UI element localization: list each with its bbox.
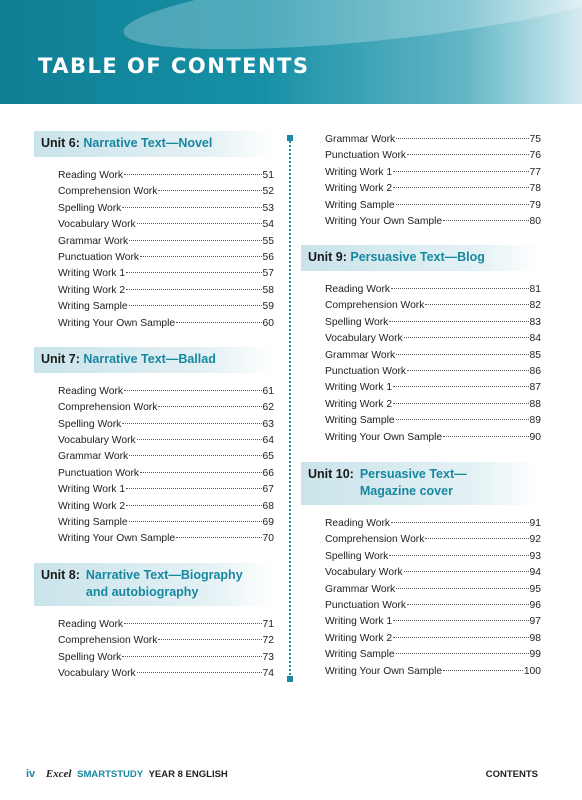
entry-page: 57 <box>262 268 274 280</box>
section-label: CONTENTS <box>485 769 538 780</box>
entry-name: Writing Work 2 <box>325 183 393 195</box>
entry-page: 98 <box>529 632 541 644</box>
entry-name: Writing Sample <box>325 649 395 661</box>
toc-entry[interactable] <box>58 635 274 651</box>
dot-leader <box>404 571 529 572</box>
entry-name: Spelling Work <box>58 418 122 430</box>
entry-page: 71 <box>262 618 274 630</box>
toc-entry[interactable] <box>58 419 274 435</box>
dot-leader <box>425 304 528 305</box>
toc-entry[interactable] <box>58 236 274 252</box>
unit-8-heading[interactable] <box>34 563 274 606</box>
toc-entry[interactable] <box>325 284 541 300</box>
entry-name: Grammar Work <box>325 583 396 595</box>
toc-entry[interactable] <box>325 584 541 600</box>
dot-leader <box>396 419 529 420</box>
entry-page: 68 <box>262 500 274 512</box>
toc-entry[interactable] <box>325 134 541 150</box>
dot-leader <box>443 436 528 437</box>
dot-leader <box>396 588 528 589</box>
entry-page: 72 <box>262 635 274 647</box>
toc-entry[interactable] <box>325 633 541 649</box>
toc-entry[interactable] <box>325 432 541 448</box>
entry-name: Reading Work <box>58 618 124 630</box>
toc-entry[interactable] <box>58 219 274 235</box>
unit-number: Unit 6: <box>41 136 80 150</box>
entry-name: Comprehension Work <box>325 300 425 312</box>
dot-leader <box>393 403 528 404</box>
entry-page: 83 <box>529 316 541 328</box>
toc-entry[interactable] <box>325 567 541 583</box>
entry-page: 67 <box>262 484 274 496</box>
dot-leader <box>124 390 261 391</box>
entry-name: Vocabulary Work <box>58 219 136 231</box>
banner-rule <box>0 104 582 107</box>
unit-title-line-2: and autobiography <box>85 584 199 599</box>
entry-name: Vocabulary Work <box>58 435 136 447</box>
entry-page: 51 <box>262 170 274 181</box>
entry-page: 94 <box>529 567 541 579</box>
unit-title-line-2: Magazine cover <box>359 484 453 498</box>
entry-page: 73 <box>262 651 274 663</box>
entry-name: Writing Sample <box>325 415 395 427</box>
entry-name: Writing Sample <box>58 301 128 313</box>
entry-page: 87 <box>529 382 541 394</box>
dot-leader <box>407 370 528 371</box>
dot-leader <box>391 522 528 523</box>
entry-page: 99 <box>529 649 541 661</box>
entry-name: Punctuation Work <box>58 251 140 263</box>
unit-title-line-1: Persuasive Text— <box>359 467 467 481</box>
entry-name: Comprehension Work <box>58 402 158 414</box>
entry-name: Writing Your Own Sample <box>325 665 443 677</box>
toc-entry[interactable] <box>325 551 541 567</box>
entry-page: 81 <box>529 284 541 295</box>
entry-page: 62 <box>262 402 274 414</box>
dot-leader <box>396 138 528 139</box>
entry-page: 93 <box>529 550 541 562</box>
entry-name: Spelling Work <box>325 316 389 328</box>
entry-name: Writing Your Own Sample <box>58 317 176 329</box>
toc-entry[interactable] <box>325 200 541 216</box>
toc-entry[interactable] <box>58 170 274 186</box>
dot-leader <box>129 305 262 306</box>
toc-entry[interactable] <box>58 301 274 317</box>
toc-entry[interactable] <box>58 652 274 668</box>
unit-number: Unit 9: <box>308 250 347 264</box>
entry-name: Writing Work 2 <box>58 500 126 512</box>
entry-page: 74 <box>262 667 274 679</box>
unit-10-entries <box>301 518 541 682</box>
entry-name: Writing Work 1 <box>325 382 393 394</box>
entry-name: Reading Work <box>325 284 391 295</box>
toc-entry[interactable] <box>58 517 274 533</box>
entry-name: Comprehension Work <box>325 534 425 546</box>
entry-name: Spelling Work <box>58 202 122 214</box>
dot-leader <box>126 272 261 273</box>
page-number: iv <box>26 768 36 780</box>
entry-page: 89 <box>529 415 541 427</box>
brand-name: Excel <box>45 768 72 780</box>
toc-entry[interactable] <box>58 203 274 219</box>
unit-7-entries <box>34 386 274 550</box>
entry-name: Comprehension Work <box>58 186 158 198</box>
entry-page: 52 <box>262 186 274 198</box>
divider-top-cap <box>287 135 293 141</box>
toc-entry[interactable] <box>325 300 541 316</box>
entry-page: 95 <box>529 583 541 595</box>
dot-leader <box>396 354 528 355</box>
dot-leader <box>122 207 261 208</box>
entry-page: 86 <box>529 365 541 377</box>
unit-10-heading[interactable] <box>301 462 541 505</box>
dot-leader <box>137 439 262 440</box>
toc-entry[interactable] <box>58 252 274 268</box>
entry-page: 59 <box>262 301 274 313</box>
entry-name: Reading Work <box>325 518 391 529</box>
entry-page: 97 <box>529 616 541 628</box>
unit-9-entries <box>301 284 541 448</box>
dot-leader <box>396 204 529 205</box>
dot-leader <box>158 406 261 407</box>
unit-9-section <box>301 245 541 448</box>
entry-name: Writing Work 1 <box>58 484 126 496</box>
toc-entry[interactable] <box>58 186 274 202</box>
toc-entry[interactable] <box>58 451 274 467</box>
dot-leader <box>393 620 528 621</box>
entry-page: 55 <box>262 235 274 247</box>
dot-leader <box>393 171 528 172</box>
dot-leader <box>126 488 261 489</box>
unit-7-heading[interactable] <box>34 347 274 373</box>
entry-page: 66 <box>262 467 274 479</box>
dot-leader <box>158 190 261 191</box>
toc-entry[interactable] <box>325 666 541 682</box>
unit-6-heading[interactable] <box>34 131 274 157</box>
toc-entry[interactable] <box>325 600 541 616</box>
dot-leader <box>404 337 529 338</box>
toc-entry[interactable] <box>325 518 541 534</box>
toc-entry[interactable] <box>325 534 541 550</box>
dot-leader <box>140 472 261 473</box>
dot-leader <box>389 555 528 556</box>
toc-entry[interactable] <box>58 402 274 418</box>
unit-9-heading[interactable] <box>301 245 541 271</box>
entry-page: 90 <box>529 431 541 443</box>
dot-leader <box>393 187 528 188</box>
entry-name: Writing Your Own Sample <box>325 215 443 227</box>
dot-leader <box>425 538 528 539</box>
entry-name: Writing Your Own Sample <box>58 533 176 545</box>
unit-title: Narrative Text—Novel <box>83 136 213 150</box>
entry-name: Vocabulary Work <box>325 333 403 345</box>
entry-page: 100 <box>523 665 541 677</box>
toc-entry[interactable] <box>325 216 541 232</box>
entry-page: 69 <box>262 517 274 529</box>
dot-leader <box>176 537 261 538</box>
dot-leader <box>407 604 528 605</box>
entry-page: 79 <box>529 199 541 211</box>
entry-name: Writing Work 1 <box>325 166 393 178</box>
unit-8-entries <box>34 619 274 685</box>
entry-page: 58 <box>262 284 274 296</box>
toc-entry[interactable] <box>58 285 274 301</box>
dot-leader <box>137 672 262 673</box>
toc-entry[interactable] <box>325 183 541 199</box>
entry-page: 96 <box>529 599 541 611</box>
entry-name: Grammar Work <box>58 235 129 247</box>
toc-entry[interactable] <box>58 501 274 517</box>
entry-page: 91 <box>529 518 541 529</box>
dot-leader <box>137 223 262 224</box>
page-footer <box>26 768 538 782</box>
entry-name: Writing Sample <box>58 517 128 529</box>
dot-leader <box>140 256 261 257</box>
dot-leader <box>391 288 528 289</box>
entry-page: 63 <box>262 418 274 430</box>
toc-entry[interactable] <box>325 415 541 431</box>
entry-name: Writing Sample <box>325 199 395 211</box>
dot-leader <box>389 321 528 322</box>
entry-name: Vocabulary Work <box>325 567 403 579</box>
entry-name: Punctuation Work <box>325 365 407 377</box>
entry-page: 70 <box>262 533 274 545</box>
entry-page: 53 <box>262 202 274 214</box>
unit-number: Unit 7: <box>41 351 80 366</box>
toc-entry[interactable] <box>58 468 274 484</box>
dot-leader <box>126 289 261 290</box>
unit-number: Unit 10: <box>308 467 354 481</box>
entry-page: 61 <box>262 385 274 397</box>
dot-leader <box>122 656 261 657</box>
toc-entry[interactable] <box>325 350 541 366</box>
toc-entry[interactable] <box>325 150 541 166</box>
toc-entry[interactable] <box>325 317 541 333</box>
page-title: TABLE OF CONTENTS <box>38 54 310 78</box>
toc-entry[interactable] <box>325 399 541 415</box>
entry-name: Writing Your Own Sample <box>325 431 443 443</box>
entry-name: Writing Work 1 <box>58 268 126 280</box>
toc-entry[interactable] <box>325 167 541 183</box>
entry-page: 92 <box>529 534 541 546</box>
dot-leader <box>396 653 529 654</box>
unit-10-section <box>301 462 541 682</box>
entry-name: Reading Work <box>58 385 124 397</box>
entry-page: 80 <box>529 215 541 227</box>
entry-page: 65 <box>262 451 274 463</box>
dot-leader <box>129 240 261 241</box>
entry-name: Reading Work <box>58 170 124 181</box>
toc-entry[interactable] <box>58 484 274 500</box>
dot-leader <box>393 386 528 387</box>
entry-name: Grammar Work <box>325 349 396 361</box>
toc-entry[interactable] <box>325 616 541 632</box>
column-divider <box>289 138 291 678</box>
entry-name: Grammar Work <box>325 134 396 145</box>
toc-entry[interactable] <box>58 533 274 549</box>
series-name: SMARTSTUDY <box>77 769 143 780</box>
dot-leader <box>407 154 528 155</box>
entry-page: 56 <box>262 251 274 263</box>
unit-number: Unit 8: <box>41 567 80 582</box>
toc-entry[interactable] <box>58 318 274 334</box>
dot-leader <box>158 639 261 640</box>
dot-leader <box>176 322 261 323</box>
entry-page: 54 <box>262 219 274 231</box>
unit-title-line-1: Narrative Text—Biography <box>85 567 243 582</box>
entry-page: 78 <box>529 183 541 195</box>
dot-leader <box>124 174 261 175</box>
entry-name: Spelling Work <box>58 651 122 663</box>
dot-leader <box>393 637 528 638</box>
entry-name: Writing Work 2 <box>58 284 126 296</box>
toc-entry[interactable] <box>325 382 541 398</box>
dot-leader <box>443 220 528 221</box>
unit-title <box>86 567 243 601</box>
dot-leader <box>129 521 262 522</box>
entry-name: Writing Work 2 <box>325 632 393 644</box>
entry-name: Punctuation Work <box>325 599 407 611</box>
entry-name: Spelling Work <box>325 550 389 562</box>
dot-leader <box>443 670 523 671</box>
entry-name: Punctuation Work <box>325 150 407 162</box>
entry-page: 76 <box>529 150 541 162</box>
entry-page: 75 <box>529 134 541 145</box>
book-title: YEAR 8 ENGLISH <box>148 769 228 780</box>
dot-leader <box>126 505 261 506</box>
toc-entry[interactable] <box>325 333 541 349</box>
entry-name: Vocabulary Work <box>58 667 136 679</box>
unit-8-entries-continued <box>301 134 541 232</box>
dot-leader <box>122 423 261 424</box>
entry-page: 82 <box>529 300 541 312</box>
unit-title: Narrative Text—Ballad <box>83 351 216 366</box>
dot-leader <box>124 623 261 624</box>
toc-entry[interactable] <box>58 268 274 284</box>
entry-page: 84 <box>529 333 541 345</box>
entry-page: 64 <box>262 435 274 447</box>
entry-page: 77 <box>529 166 541 178</box>
entry-page: 60 <box>262 317 274 329</box>
unit-title <box>360 466 467 500</box>
entry-page: 88 <box>529 398 541 410</box>
toc-entry[interactable] <box>325 649 541 665</box>
entry-name: Writing Work 2 <box>325 398 393 410</box>
toc-entry[interactable] <box>58 668 274 684</box>
toc-entry[interactable] <box>58 386 274 402</box>
entry-name: Punctuation Work <box>58 467 140 479</box>
entry-page: 85 <box>529 349 541 361</box>
entry-name: Comprehension Work <box>58 635 158 647</box>
entry-name: Writing Work 1 <box>325 616 393 628</box>
toc-entry[interactable] <box>58 435 274 451</box>
toc-entry[interactable] <box>325 366 541 382</box>
divider-bottom-cap <box>287 676 293 682</box>
unit-6-entries <box>34 170 274 334</box>
left-column <box>34 131 274 684</box>
dot-leader <box>129 455 261 456</box>
entry-name: Grammar Work <box>58 451 129 463</box>
header-banner <box>0 0 582 104</box>
toc-entry[interactable] <box>58 619 274 635</box>
unit-title: Persuasive Text—Blog <box>350 250 485 264</box>
